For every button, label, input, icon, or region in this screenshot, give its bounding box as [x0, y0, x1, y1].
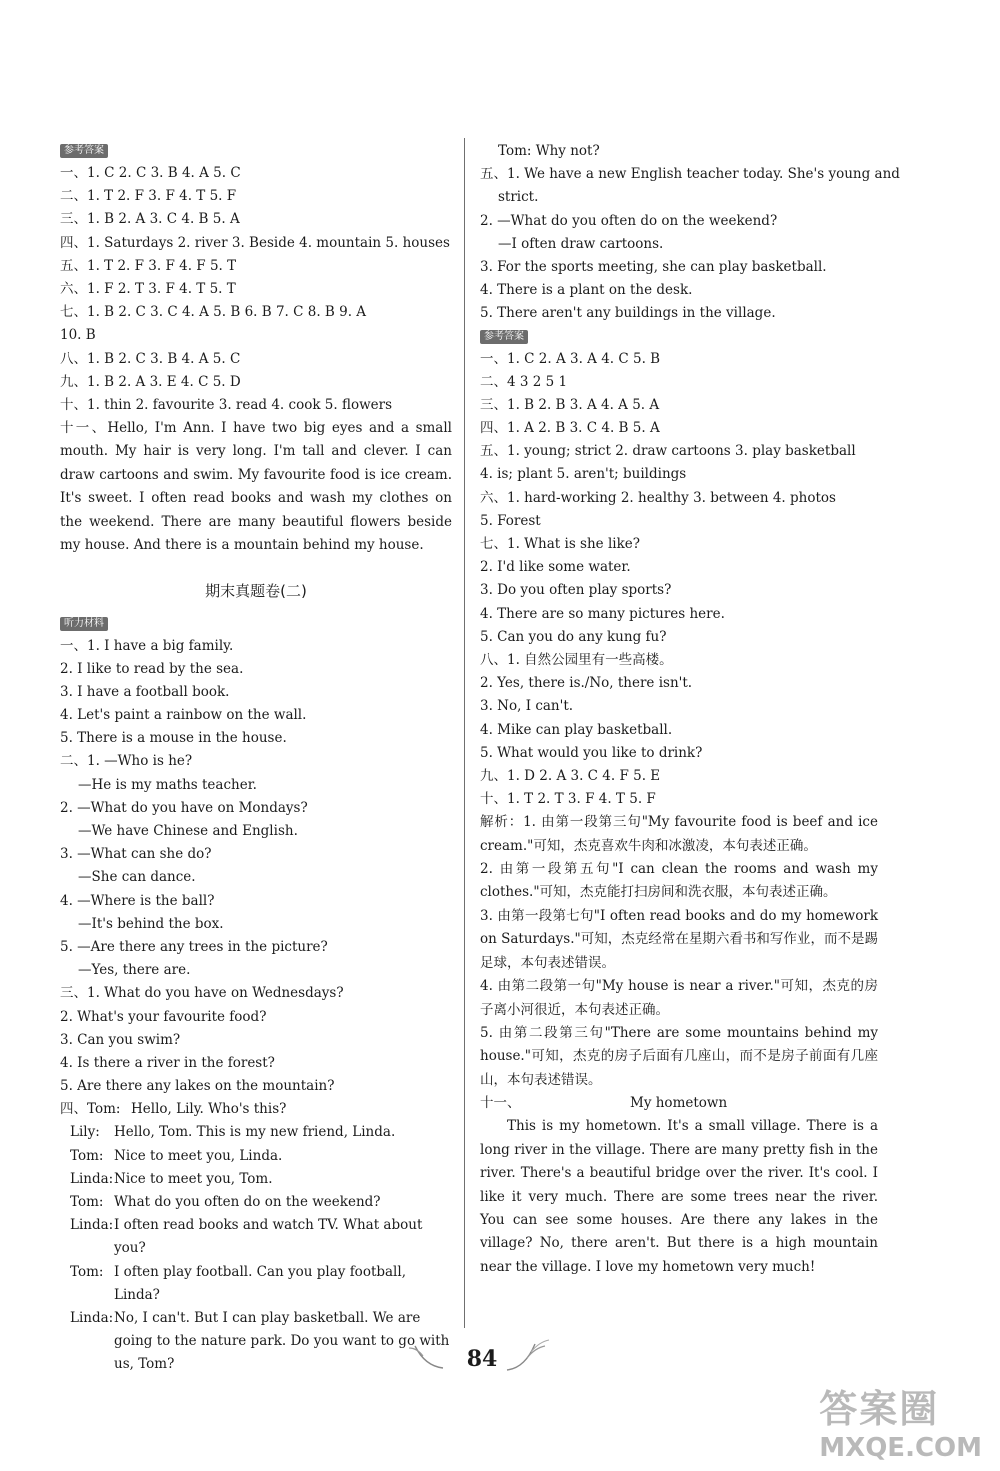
dialog	[60, 1098, 452, 1376]
dialog-row	[60, 1307, 452, 1377]
text-line: 2. —What do you have on Mondays?	[60, 799, 308, 816]
listening-badge: 听力材料	[60, 617, 108, 631]
text-line: 五、1. young; strict 2. draw cartoons 3. play basketball	[480, 443, 856, 460]
text-line: 2. What's your favourite food?	[60, 1008, 267, 1025]
dialog-text: Nice to meet you, Linda.	[114, 1147, 283, 1164]
text-line: 二、4 3 2 5 1	[480, 373, 568, 390]
text-line: 4. Let's paint a rainbow on the wall.	[60, 707, 307, 724]
text-line: 六、1. F 2. T 3. F 4. T 5. T	[60, 280, 236, 297]
text-line: 九、1. B 2. A 3. E 4. C 5. D	[60, 373, 241, 390]
text-line: 5. Forest	[480, 512, 541, 529]
text-line: —Yes, there are.	[78, 962, 191, 979]
listening-part-2	[60, 750, 452, 982]
text-line: 4. Mike can play basketball.	[480, 721, 673, 738]
text-line: 3. Can you swim?	[60, 1031, 181, 1048]
dialog-speaker: Tom:	[70, 1147, 104, 1164]
text-line: 3. I have a football book.	[60, 683, 230, 700]
dialog-text: Hello, Tom. This is my new friend, Linda.	[114, 1124, 396, 1141]
text-line: 二、1. T 2. F 3. F 4. T 5. F	[60, 188, 237, 205]
text-line: 5. 由第二段第三句"There are some mountains behind my house."可知，杰克的房子后面有几座山，而不是房子前面有几座山，本句表述错误。	[480, 1024, 878, 1088]
dialog-prefix: 四、	[60, 1101, 87, 1118]
text-line: 4. There is a plant on the desk.	[480, 282, 693, 299]
watermark-logo: 答案圈	[819, 1387, 940, 1431]
text-line: 4. There are so many pictures here.	[480, 605, 725, 622]
text-line: 2. —What do you often do on the weekend?	[480, 212, 778, 229]
answer-list	[60, 162, 452, 417]
text-line: 九、1. D 2. A 3. C 4. F 5. E	[480, 767, 661, 784]
text-line: 七、1. What is she like?	[480, 536, 640, 552]
essay-paragraph: 十一、Hello, I'm Ann. I have two big eyes and a small mouth. My hair is very long. I'm tall and clever. I can draw cartoons and swim. My favourite food is ice cream. It's sweet. I often read books and wash my clothes on the weekend. There are many beautiful flowers beside my house. And there is a mountain behind my house.	[60, 420, 452, 554]
section-title: 期末真题卷(二)	[205, 581, 307, 600]
text-line: 三、1. B 2. B 3. A 4. A 5. A	[480, 396, 660, 413]
essay-label: 十一、	[480, 1095, 521, 1112]
listening-part-3	[60, 982, 452, 1098]
essay-heading	[480, 1092, 878, 1115]
text-line: 四、1. Saturdays 2. river 3. Beside 4. mountain 5. houses	[60, 234, 450, 251]
text-line: 一、1. I have a big family.	[60, 637, 234, 654]
dialog-text: Nice to meet you, Tom.	[114, 1170, 273, 1187]
text-line: 八、1. 自然公园里有一些高楼。	[480, 651, 673, 668]
dialog-text: I often read books and watch TV. What about you?	[114, 1217, 423, 1257]
text-line: 十、1. T 2. T 3. F 4. T 5. F	[480, 791, 656, 808]
text-line: —We have Chinese and English.	[78, 823, 298, 839]
dialog-speaker: Linda:	[70, 1217, 114, 1234]
text-line: 解析：1. 由第一段第三句"My favourite food is beef and ice cream."可知，杰克喜欢牛肉和冰激凌，本句表述正确。	[480, 814, 878, 854]
text-line: 八、1. B 2. C 3. B 4. A 5. C	[60, 350, 241, 367]
text-line: 3. For the sports meeting, she can play basketball.	[480, 258, 827, 275]
answer-list	[480, 348, 878, 812]
text-line: 4. —Where is the ball?	[60, 892, 215, 909]
dialog-text: What do you often do on the weekend?	[114, 1194, 381, 1211]
text-line: —I often draw cartoons.	[498, 235, 664, 252]
text-line: 5. There is a mouse in the house.	[60, 730, 287, 747]
dialog-text: I often play football. Can you play football, Linda?	[114, 1263, 406, 1303]
text-line: 六、1. hard-working 2. healthy 3. between 4. photos	[480, 489, 836, 506]
text-line: 四、1. A 2. B 3. C 4. B 5. A	[480, 420, 660, 437]
answer-key-badge: 参考答案	[60, 144, 108, 158]
dialog-text: No, I can't. But I can play basketball. We are going to the nature park. Do you want to go with us, Tom?	[114, 1310, 450, 1373]
text-line: 五、1. T 2. F 3. F 4. F 5. T	[60, 257, 237, 274]
text-line: 二、1. —Who is he?	[60, 753, 193, 770]
text-line: 3. Do you often play sports?	[480, 582, 672, 599]
essay-title: My hometown	[630, 1095, 728, 1112]
dialog-row	[60, 1121, 452, 1144]
text-line: 一、1. C 2. C 3. B 4. A 5. C	[60, 165, 241, 181]
text-line: 三、1. B 2. A 3. C 4. B 5. A	[60, 211, 240, 228]
dialog-text: Hello, Lily. Who's this?	[131, 1101, 287, 1118]
text-line: 2. 由第一段第五句"I can clean the rooms and wash my clothes."可知，杰克能打扫房间和洗衣服，本句表述正确。	[480, 861, 878, 901]
page-number: 84	[466, 1346, 498, 1372]
text-line: 3. 由第一段第七句"I often read books and do my homework on Saturdays."可知，杰克经常在星期六看书和写作业，而不是踢足球，本句表述错误。	[480, 907, 878, 971]
dialog-row	[60, 1214, 452, 1260]
text-line: —He is my maths teacher.	[78, 776, 257, 793]
answer-key-badge: 参考答案	[480, 330, 528, 344]
text-line: 2. I like to read by the sea.	[60, 660, 244, 677]
column-divider	[464, 138, 465, 1328]
dialog-row	[60, 1145, 452, 1168]
text-line: 一、1. C 2. A 3. A 4. C 5. B	[480, 350, 661, 367]
dialog-row	[60, 1261, 452, 1307]
text-line: 5. —Are there any trees in the picture?	[60, 938, 328, 955]
text-line: 3. —What can she do?	[60, 846, 212, 863]
text-line: strict.	[498, 189, 539, 206]
text-line: 4. is; plant 5. aren't; buildings	[480, 466, 687, 483]
dialog-speaker: Linda:	[70, 1310, 114, 1327]
right-column	[480, 140, 900, 1279]
text-line: 4. 由第二段第一句"My house is near a river."可知，杰克的房子离小河很近，本句表述正确。	[480, 978, 878, 1018]
dialog-row	[60, 1168, 452, 1191]
leaf-ornament-right-icon	[505, 1338, 565, 1378]
left-column	[60, 140, 452, 1377]
dialog-speaker: Tom:	[70, 1194, 104, 1211]
listening-part-5	[480, 163, 900, 325]
leaf-ornament-left-icon	[395, 1338, 445, 1374]
text-line: 4. Is there a river in the forest?	[60, 1054, 275, 1071]
dialog-speaker: Tom:	[87, 1101, 121, 1118]
dialog-speaker: Linda:	[70, 1170, 114, 1187]
dialog-row	[60, 1098, 452, 1121]
text-line: 5. There aren't any buildings in the village.	[480, 305, 776, 322]
text-line: 5. What would you like to drink?	[480, 744, 703, 761]
dialog-row	[60, 1191, 452, 1214]
text-line: 5. Are there any lakes on the mountain?	[60, 1078, 335, 1095]
dialog-speaker: Tom:	[70, 1263, 104, 1280]
dialog-speaker: Lily:	[70, 1124, 100, 1141]
text-line: —She can dance.	[78, 869, 196, 886]
text-line: 三、1. What do you have on Wednesdays?	[60, 985, 344, 1002]
text-line: 5. Can you do any kung fu?	[480, 628, 667, 645]
text-line: 2. Yes, there is./No, there isn't.	[480, 675, 693, 692]
dialog-end-line: Tom: Why not?	[498, 143, 600, 159]
text-line: 2. I'd like some water.	[480, 559, 631, 576]
text-line: —It's behind the box.	[78, 915, 224, 932]
watermark	[819, 1378, 982, 1463]
essay-paragraph: This is my hometown. It's a small village. There is a long river in the village. There are many pretty fish in the river. There's a beautiful bridge over the river. It's cool. I like it very much. There are some trees near the river. You can see some houses. Are there any lakes in the village? No, there aren't. But there is a high mountain near the village. I love my hometown very much!	[480, 1118, 878, 1275]
text-line: 3. No, I can't.	[480, 698, 574, 715]
text-line: 10. B	[60, 327, 96, 344]
text-line: 十、1. thin 2. favourite 3. read 4. cook 5. flowers	[60, 396, 393, 413]
watermark-url: MXQE.COM	[819, 1433, 982, 1463]
listening-part-1	[60, 635, 452, 751]
text-line: 七、1. B 2. C 3. C 4. A 5. B 6. B 7. C 8. B 9. A	[60, 304, 367, 321]
analysis	[480, 811, 878, 1092]
text-line: 五、1. We have a new English teacher today. She's young and	[480, 166, 900, 183]
